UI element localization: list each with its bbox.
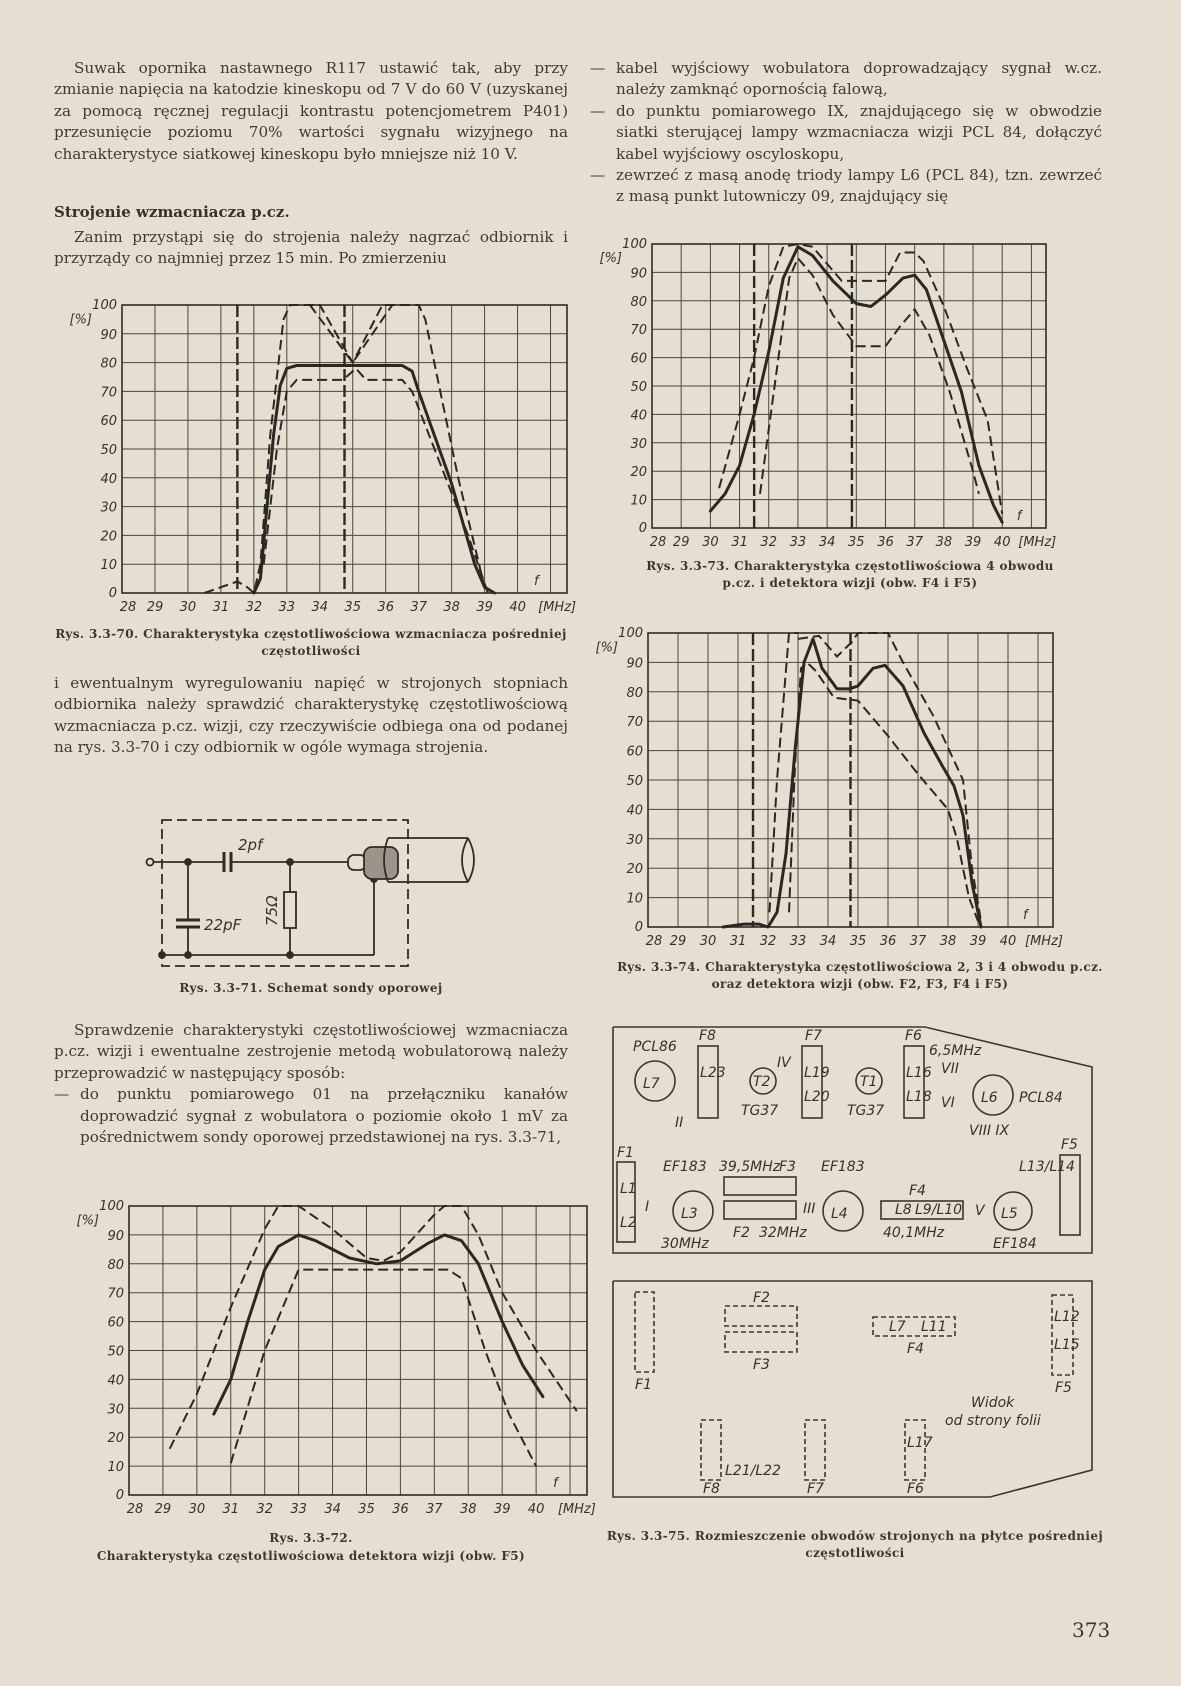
test-point-label: III: [803, 1201, 816, 1217]
x-tick-label: 30: [179, 600, 197, 615]
chart-fig74: [590, 618, 1110, 954]
axis-letter: f: [1023, 908, 1028, 923]
x-tick-label: 35: [849, 934, 867, 949]
y-tick-label: 0: [638, 521, 647, 536]
x-tick-label: 31: [212, 600, 230, 615]
resistor: [284, 892, 296, 928]
filter-f6: [904, 1046, 924, 1118]
page-number: 373: [1072, 1618, 1111, 1642]
x-tick-label: 39: [493, 1502, 511, 1517]
x-tick-label: 37: [410, 600, 427, 615]
paragraph-text: Suwak opornika nastawnego R117 ustawić tak, aby przy zmianie napięcia na katodzie kineskopu od 7 V do 60 V (uzyskanej za pomocą ręcznej regulacji kontrastu potencjometrem P401) przesunięcie poziomu 70% wartości sygnału wizyjnego na charakterystyce siatkowej kineskopu było mniejsze niż 10 V.: [54, 59, 568, 163]
y-tick-label: 50: [107, 1344, 124, 1360]
y-tick-label: 80: [107, 1257, 124, 1273]
filter-label: F7: [807, 1481, 824, 1497]
coil-label: L18: [906, 1089, 932, 1105]
y-tick-label: 90: [100, 327, 117, 343]
x-tick-label: 35: [848, 535, 865, 550]
filter-f7: [802, 1046, 822, 1118]
list-dash: —: [590, 101, 606, 120]
x-tick-label: 31: [729, 934, 747, 949]
y-tick-label: 70: [107, 1286, 124, 1302]
y-tick-label: 70: [100, 385, 117, 401]
y-tick-label: 10: [630, 493, 647, 509]
test-point-label: VII: [941, 1061, 959, 1077]
chart-fig73: [590, 228, 1110, 554]
y-tick-label: 80: [630, 294, 647, 310]
filter-f8: [698, 1046, 718, 1118]
r1-label: 75Ω: [263, 895, 281, 926]
filter-label: F5: [1055, 1380, 1072, 1396]
filter-label: F3: [779, 1159, 796, 1175]
list-item-text: kabel wyjściowy wobulatora doprowadzający sygnał w.cz. należy zamknąć opornością falową,: [616, 59, 1102, 99]
x-tick-label: 34: [819, 934, 837, 949]
test-point-label: I: [645, 1199, 650, 1215]
y-tick-label: 80: [100, 356, 117, 372]
x-tick-label: 30: [699, 934, 717, 949]
shield-dashed-box: [162, 820, 408, 966]
x-tick-label: 33: [290, 1502, 307, 1517]
pcb-bottom-outline: [613, 1281, 1092, 1497]
y-tick-label: 90: [626, 656, 643, 672]
y-tick-label: 70: [630, 323, 647, 339]
view-note: od strony folii: [945, 1413, 1041, 1429]
tube-type-label: PCL84: [1019, 1090, 1063, 1106]
series-measured: [214, 1235, 543, 1414]
series-upper-b: [798, 633, 981, 921]
chart-fig72: [60, 1192, 596, 1528]
coax-braid: [364, 847, 398, 879]
x-tick-label: 33: [789, 535, 807, 550]
y-tick-label: 30: [630, 436, 647, 452]
series-lower: [231, 1270, 536, 1467]
x-tick-label: 32: [256, 1502, 273, 1517]
list-item-text: do punktu pomiarowego IX, znajdującego się w obwodzie siatki sterującej lampy wzmacniacza wizji PCL 84, dołączyć kabel wyjściowy oscyloskopu,: [616, 101, 1102, 163]
list-item: [590, 58, 1102, 101]
tube-id-label: L5: [1001, 1206, 1018, 1222]
series-measured: [723, 639, 981, 927]
filter-label: F1: [617, 1145, 634, 1161]
x-tick-label: 32: [759, 934, 777, 949]
test-point-label: II: [675, 1115, 684, 1131]
list-dash: —: [590, 59, 606, 77]
figure-caption-73: Rys. 3.3-73. Charakterystyka częstotliwościowa 4 obwodu p.cz. i detektora wizji (obw. F4 i F5): [646, 559, 1054, 590]
x-tick-label: 37: [426, 1502, 443, 1517]
freq-label: 30MHz: [661, 1236, 709, 1252]
c2-label: 22pF: [204, 916, 242, 934]
x-tick-label: 40: [993, 535, 1011, 550]
section-heading: Strojenie wzmacniacza p.cz.: [54, 203, 290, 221]
y-tick-label: 10: [100, 558, 117, 574]
series-tolerance-lower: [264, 368, 488, 593]
coil-label: L1: [620, 1181, 637, 1197]
transistor-type-label: TG37: [847, 1103, 885, 1119]
y-tick-label: 40: [100, 471, 117, 487]
paragraph-warmup: [54, 227, 568, 270]
y-tick-label: 80: [626, 685, 643, 701]
filter-label: F4: [909, 1183, 926, 1199]
filter-label: F5: [1061, 1137, 1078, 1153]
x-tick-label: 38: [443, 600, 460, 615]
x-tick-label: 39: [964, 535, 982, 550]
coil-label: L7: [889, 1319, 906, 1335]
filter-label: F8: [703, 1481, 720, 1497]
x-tick-label: 34: [311, 600, 329, 615]
tube-type-label: EF183: [663, 1159, 707, 1175]
y-tick-label: 50: [100, 443, 117, 458]
filter-label: F2: [753, 1290, 770, 1306]
x-tick-label: 29: [672, 535, 690, 550]
filter-label: F6: [907, 1481, 924, 1497]
tube-id-label: L6: [981, 1090, 998, 1106]
figure-caption-71: Rys. 3.3-71. Schemat sondy oporowej: [179, 981, 443, 995]
figure-caption-72-line1: Rys. 3.3-72.: [269, 1531, 353, 1545]
tube-id-label: L7: [643, 1076, 660, 1092]
y-tick-label: 20: [630, 465, 647, 481]
view-note: Widok: [971, 1395, 1015, 1411]
list-item: [590, 165, 1102, 208]
y-tick-label: 0: [634, 920, 643, 935]
x-tick-label: 36: [377, 600, 394, 615]
filter-label: F8: [699, 1028, 716, 1044]
figure-caption-74: Rys. 3.3-74. Charakterystyka częstotliwościowa 2, 3 i 4 obwodu p.cz. oraz detektora wizji (obw. F2, F3, F4 i F5): [617, 960, 1103, 991]
x-tick-label: 29: [154, 1502, 172, 1517]
x-tick-label: 40: [527, 1502, 545, 1517]
y-tick-label: 50: [626, 774, 643, 789]
y-tick-label: 20: [626, 862, 643, 878]
x-tick-label: 29: [669, 934, 687, 949]
coil-label: L20: [804, 1089, 830, 1105]
filter-label: F7: [805, 1028, 822, 1044]
y-tick-label: 70: [626, 715, 643, 731]
figure-caption-72-line2: Charakterystyka częstotliwościowa detektora wizji (obw. F5): [96, 1549, 526, 1563]
x-tick-label: 31: [222, 1502, 240, 1517]
y-tick-label: 90: [630, 266, 647, 282]
x-tick-label: 36: [879, 934, 897, 949]
filter-label: F3: [753, 1357, 770, 1373]
y-tick-label: 0: [115, 1488, 124, 1503]
right-list: [590, 58, 1102, 208]
x-tick-label: 40: [509, 600, 526, 615]
freq-label: 32MHz: [759, 1225, 807, 1241]
x-axis-label: [MHz]: [1018, 535, 1057, 550]
figure-caption-75: Rys. 3.3-75. Rozmieszczenie obwodów strojonych na płytce pośredniej częstotliwości: [606, 1529, 1104, 1560]
filter-f3: [724, 1177, 796, 1195]
list-item-text: zewrzeć z masą anodę triody lampy L6 (PCL 84), tzn. zewrzeć z masą punkt lutowniczy 09, znajdujący się: [616, 166, 1102, 206]
x-tick-label: 28: [119, 600, 137, 615]
x-tick-label: 29: [146, 600, 164, 615]
x-tick-label: 38: [460, 1502, 477, 1517]
y-tick-label: 20: [107, 1431, 124, 1447]
coil-label: L19: [804, 1065, 830, 1081]
tube-type-label: PCL86: [633, 1039, 677, 1055]
y-tick-label: 60: [626, 744, 643, 760]
x-tick-label: 38: [939, 934, 957, 949]
freq-label: 6,5MHz: [929, 1043, 982, 1059]
y-tick-label: 60: [630, 351, 647, 367]
x-tick-label: 28: [649, 535, 667, 550]
x-tick-label: 34: [324, 1502, 341, 1517]
coil-label: L9/L10: [915, 1202, 963, 1218]
list-item-text: do punktu pomiarowego 01 na przełączniku kanałów doprowadzić sygnał z wobulatora o poziomie około 1 mV za pośrednictwem sondy oporowej przedstawionej na rys. 3.3-71,: [80, 1085, 568, 1147]
y-axis-unit: [%]: [595, 640, 618, 656]
x-axis-label: [MHz]: [557, 1502, 596, 1517]
tube-id-label: L4: [831, 1206, 848, 1222]
y-tick-label: 0: [108, 586, 117, 601]
test-point-label: IV: [777, 1055, 791, 1071]
chart-fig70: [60, 285, 580, 625]
y-tick-label: 40: [630, 408, 647, 424]
list-item: [590, 101, 1102, 165]
x-tick-label: 36: [392, 1502, 409, 1517]
y-tick-label: 50: [630, 380, 647, 395]
x-tick-label: 33: [789, 934, 807, 949]
axis-letter: f: [553, 1476, 558, 1491]
freq-label: 39,5MHz: [719, 1159, 781, 1175]
test-point-label: VIII IX: [969, 1123, 1010, 1139]
x-tick-label: 35: [358, 1502, 375, 1517]
probe-schematic: [120, 800, 500, 980]
y-tick-label: 20: [100, 529, 117, 545]
x-tick-label: 38: [935, 535, 953, 550]
filter-label: F2: [733, 1225, 750, 1241]
y-tick-label: 40: [626, 803, 643, 819]
pcb-bottom-components: [635, 1292, 1073, 1480]
transistor-id-label: T2: [753, 1074, 771, 1090]
y-tick-label: 40: [107, 1373, 124, 1389]
y-axis-unit: [%]: [69, 312, 92, 328]
filter-label: F1: [635, 1377, 652, 1393]
y-tick-label: 30: [107, 1402, 124, 1418]
coil-label: L16: [906, 1065, 932, 1081]
y-tick-label: 10: [626, 891, 643, 907]
coil-label: L11: [921, 1319, 947, 1335]
x-tick-label: 35: [344, 600, 361, 615]
coil-label: L13/L14: [1019, 1159, 1075, 1175]
x-tick-label: 32: [760, 535, 777, 550]
axis-letter: f: [1016, 509, 1022, 524]
c1-label: 2pf: [238, 836, 263, 854]
x-tick-label: 36: [877, 535, 894, 550]
figure-caption-70: Rys. 3.3-70. Charakterystyka częstotliwościowa wzmacniacza pośredniej częstotliwości: [55, 627, 567, 658]
tube-type-label: EF184: [993, 1236, 1037, 1252]
series-lower: [789, 662, 978, 921]
x-axis-label: [MHz]: [538, 600, 577, 615]
x-tick-label: 40: [999, 934, 1017, 949]
filter-f2: [724, 1201, 796, 1219]
x-tick-label: 39: [969, 934, 987, 949]
list-item: [54, 1084, 568, 1148]
gridlines: [129, 1206, 587, 1495]
y-tick-label: 10: [107, 1460, 124, 1476]
tube-id-label: L3: [681, 1206, 698, 1222]
coil-label: L15: [1054, 1337, 1080, 1353]
x-tick-label: 30: [188, 1502, 206, 1517]
coil-label: L8: [895, 1202, 912, 1218]
paragraph-procedure: [54, 1020, 568, 1148]
coil-label: L17: [907, 1435, 933, 1451]
intro-paragraph: [54, 58, 568, 165]
x-tick-label: 37: [906, 535, 923, 550]
list-dash: —: [54, 1085, 70, 1104]
x-tick-label: 37: [909, 934, 927, 949]
y-axis-unit: [%]: [599, 251, 622, 267]
coil-label: L23: [700, 1065, 726, 1081]
x-axis-label: [MHz]: [1025, 934, 1063, 949]
list-dash: —: [590, 166, 606, 185]
y-tick-label: 100: [622, 237, 647, 252]
tube-type-label: EF183: [821, 1159, 865, 1175]
pcb-layout: [605, 1015, 1115, 1520]
y-tick-label: 60: [100, 414, 117, 430]
freq-label: 40,1MHz: [883, 1225, 945, 1241]
paragraph-text: i ewentualnym wyregulowaniu napięć w strojonych stopniach odbiornika należy sprawdzić charakterystykę częstotliwościową wzmacniacza p.cz. wizji, czy rzeczywiście odbiega ona od podanej na rys. 3.3-70 i czy odbiornik w ogóle wymaga strojenia.: [54, 674, 568, 757]
x-tick-label: 28: [645, 934, 663, 949]
paragraph-check: [54, 673, 568, 759]
y-axis-unit: [%]: [76, 1213, 99, 1229]
paragraph-text: Zanim przystąpi się do strojenia należy nagrzać odbiornik i przyrządy co najmniej przez 15 min. Po zmierzeniu: [54, 228, 568, 268]
filter-label: F4: [907, 1341, 924, 1357]
coil-label: L21/L22: [725, 1463, 781, 1479]
coil-label: L2: [620, 1215, 637, 1231]
y-tick-label: 100: [99, 1199, 124, 1214]
y-tick-label: 60: [107, 1315, 124, 1331]
y-tick-label: 100: [618, 626, 643, 641]
test-point-label: V: [975, 1203, 985, 1219]
x-tick-label: 39: [476, 600, 493, 615]
x-tick-label: 33: [278, 600, 296, 615]
x-tick-label: 28: [126, 1502, 144, 1517]
y-tick-label: 90: [107, 1228, 124, 1244]
y-tick-label: 30: [626, 832, 643, 848]
series-lower: [760, 258, 979, 494]
x-tick-label: 34: [818, 535, 836, 550]
transistor-type-label: TG37: [741, 1103, 779, 1119]
test-point-label: VI: [941, 1095, 955, 1111]
x-tick-label: 32: [245, 600, 263, 615]
coil-label: L12: [1054, 1309, 1080, 1325]
transistor-id-label: T1: [860, 1074, 878, 1090]
x-tick-label: 30: [702, 535, 719, 550]
paragraph-text: Sprawdzenie charakterystyki częstotliwościowej wzmacniacza p.cz. wizji i ewentualne zestrojenie metodą wobulatorową należy przeprowadzić w następujący sposób:: [54, 1021, 568, 1082]
x-tick-label: 31: [731, 535, 748, 550]
y-tick-label: 100: [92, 298, 117, 313]
filter-label: F6: [905, 1028, 922, 1044]
input-terminal: [147, 859, 154, 866]
y-tick-label: 30: [100, 500, 117, 516]
axis-letter: f: [534, 574, 539, 589]
